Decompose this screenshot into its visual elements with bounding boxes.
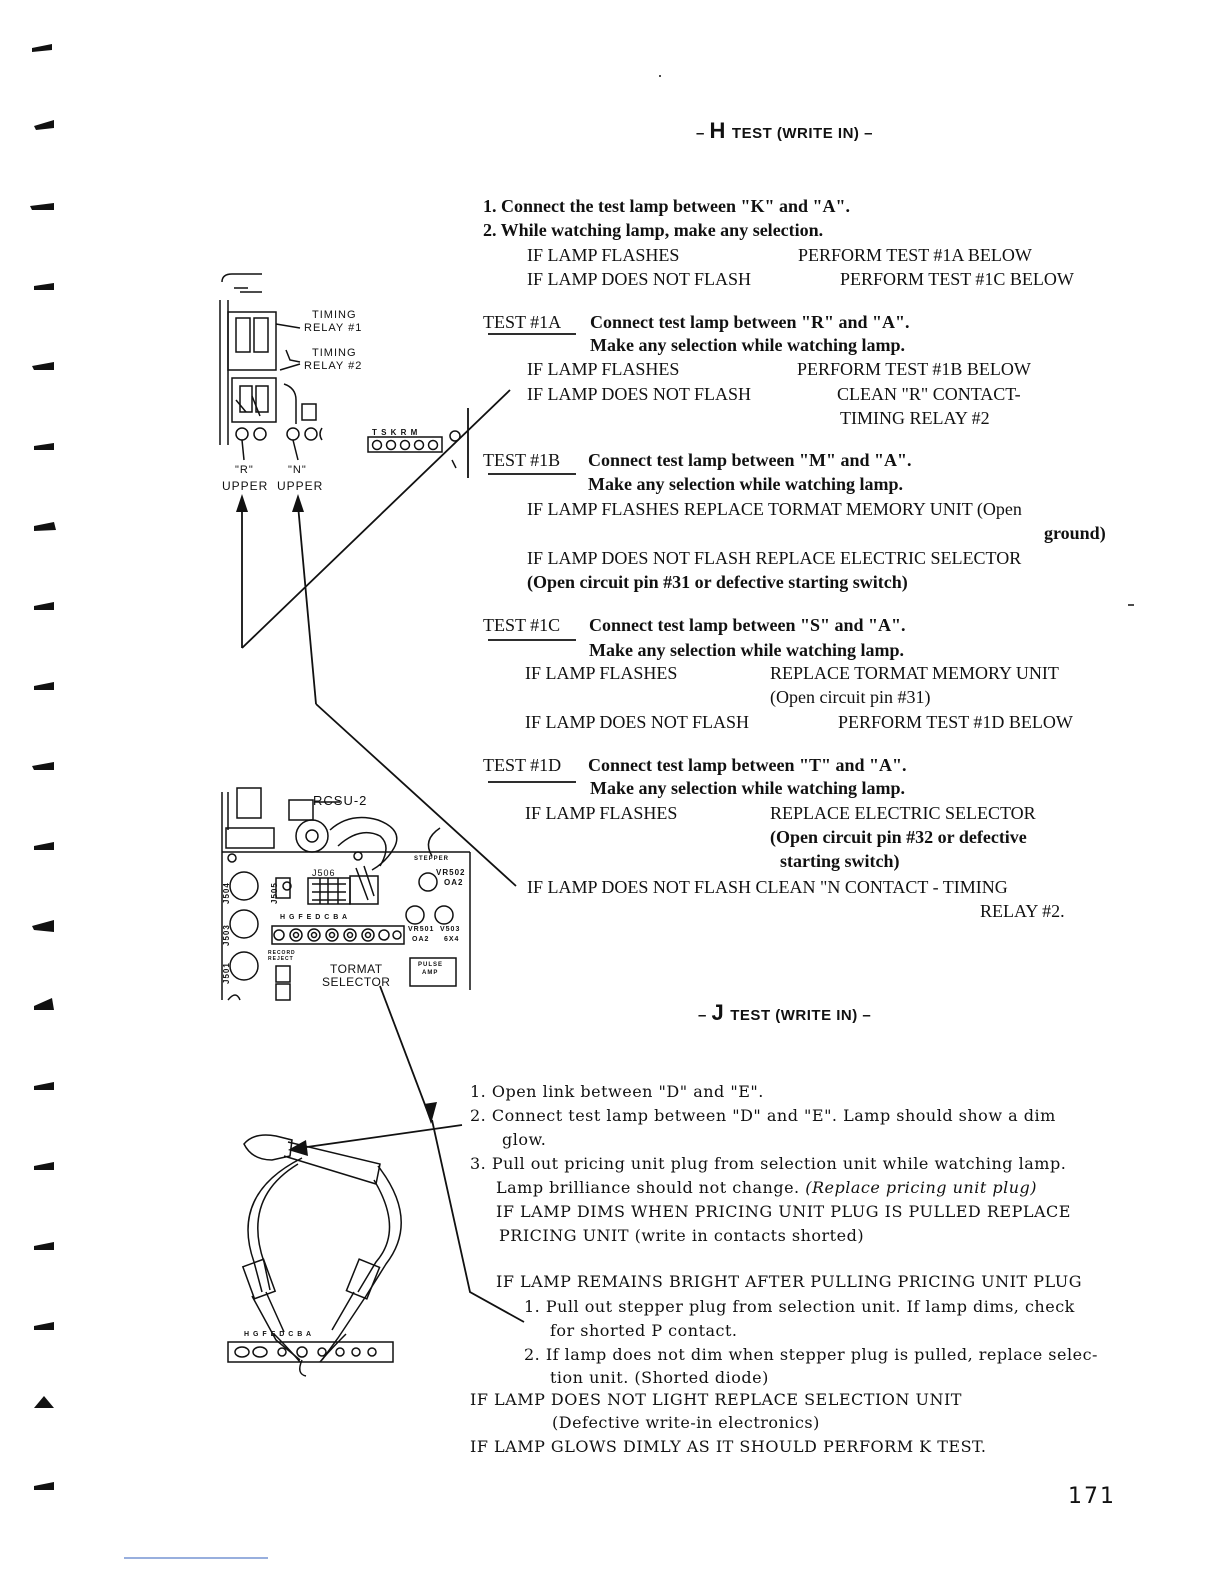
j-step-3a: 3. Pull out pricing unit plug from selection unit while watching lamp. [470,1154,1067,1173]
test-1d-line-1: Connect test lamp between "T" and "A". [588,755,907,775]
upper-r-label: UPPER [222,479,269,493]
selector-label: SELECTOR [322,975,391,989]
record-reject-label: RECORD REJECT [268,950,296,962]
test-1a-line-2: Make any selection while watching lamp. [590,335,905,355]
h-test-heading-rest: TEST (WRITE IN) [731,125,860,142]
test-1d-if-flashes: IF LAMP FLASHES [525,803,678,823]
rcsu-label: RCSU-2 [313,793,368,808]
test-1b-if-flashes: IF LAMP FLASHES REPLACE TORMAT MEMORY UNIT (Open [527,499,1022,519]
j503-label: J503 [222,924,231,946]
test-1c-open-circuit: (Open circuit pin #31) [770,687,931,707]
vr501-label: VR501 [408,926,435,933]
test-1d-label: TEST #1D [483,755,562,775]
h-perform-1c: PERFORM TEST #1C BELOW [840,269,1074,289]
j505-label: J505 [270,882,279,904]
tormat-label: TORMAT [330,962,383,976]
hgfedcba-mid: H G F E D C B A [280,914,349,921]
test-1c-if-flashes: IF LAMP FLASHES [525,663,678,683]
vr502-label: VR502 [436,868,466,877]
test-1b-open-circuit: (Open circuit pin #31 or defective starting switch) [527,572,908,592]
test-1a-if-not-flash: IF LAMP DOES NOT FLASH [527,384,752,404]
j-no-light-1: IF LAMP DOES NOT LIGHT REPLACE SELECTION UNIT [470,1390,962,1409]
terminal-letters-top: T S K R M [372,428,419,437]
test-1a-label: TEST #1A [483,312,562,332]
test-1d-starting-switch: starting switch) [780,851,900,871]
h-step-2: 2. While watching lamp, make any selection. [483,220,824,240]
upper-n-label: UPPER [277,479,324,493]
pulse-label: PULSE [418,962,444,968]
test-1b-line-2: Make any selection while watching lamp. [588,474,903,494]
v503-label: V503 [440,926,461,933]
timing-relay-2-label: TIMING [312,347,357,359]
h-step-1: 1. Connect the test lamp between "K" and "A". [483,196,850,216]
j-test-heading: – J TEST (WRITE IN) – [698,1000,872,1025]
test-1a-perform-1b: PERFORM TEST #1B BELOW [797,359,1031,379]
stepper-label: STEPPER [414,856,450,862]
j-no-light-2: (Defective write-in electronics) [552,1413,820,1432]
test-1a-timing: TIMING RELAY #2 [840,408,990,428]
n-contact-label: "N" [288,464,307,476]
j-glows-dimly: IF LAMP GLOWS DIMLY AS IT SHOULD PERFORM K TEST. [470,1437,987,1456]
test-1d-replace: REPLACE ELECTRIC SELECTOR [770,803,1036,823]
h-perform-1a: PERFORM TEST #1A BELOW [798,245,1032,265]
page-number: 171 [1068,1484,1116,1509]
test-1c-perform-1d: PERFORM TEST #1D BELOW [838,712,1073,732]
j-step-3b-line [496,1178,1037,1197]
test-1c-line-2: Make any selection while watching lamp. [589,640,904,660]
test-1a-clean: CLEAN "R" CONTACT- [837,384,1021,404]
test-1b-label: TEST #1B [483,450,561,470]
amp-label: AMP [422,970,439,976]
test-1c-if-not-flash: IF LAMP DOES NOT FLASH [525,712,750,732]
h-test-heading: – H TEST (WRITE IN) – [696,118,873,143]
test-1c-label: TEST #1C [483,615,561,635]
hgfedcba-bottom: H G F E D C B A [244,1331,313,1338]
j-test-letter: J [711,1000,725,1025]
test-1c-replace: REPLACE TORMAT MEMORY UNIT [770,663,1059,683]
test-1a-line-1: Connect test lamp between "R" and "A". [590,312,910,332]
test-1b-ground: ground) [1044,523,1106,543]
j-step-2b: glow. [502,1130,547,1149]
j501-label: J501 [222,962,231,984]
j504-label: J504 [222,882,231,904]
test-1d-relay: RELAY #2. [980,901,1065,921]
j-bright-1b: for shorted P contact. [550,1321,738,1340]
h-if-flashes: IF LAMP FLASHES [527,245,680,265]
oa2-label-a: OA2 [444,878,464,887]
j-bright-1a: 1. Pull out stepper plug from selection unit. If lamp dims, check [524,1297,1075,1316]
test-1d-line-2: Make any selection while watching lamp. [590,778,905,798]
h-test-letter: H [709,118,726,143]
j-bright: IF LAMP REMAINS BRIGHT AFTER PULLING PRICING UNIT PLUG [496,1272,1083,1291]
test-1b-if-not-flash: IF LAMP DOES NOT FLASH REPLACE ELECTRIC SELECTOR [527,548,1022,568]
j-test-heading-rest: TEST (WRITE IN) – [730,1007,872,1024]
test-1a-if-flashes: IF LAMP FLASHES [527,359,680,379]
j-step-1: 1. Open link between "D" and "E". [470,1082,764,1101]
j-step-2a: 2. Connect test lamp between "D" and "E". Lamp should show a dim [470,1106,1056,1125]
j-step-3b: Lamp brilliance should not change. [496,1178,800,1197]
j-dims-1: IF LAMP DIMS WHEN PRICING UNIT PLUG IS PULLED REPLACE [496,1202,1071,1221]
j-dims-2: PRICING UNIT (write in contacts shorted) [499,1226,865,1245]
j-bright-2a: 2. If lamp does not dim when stepper plug is pulled, replace selec- [524,1345,1098,1364]
test-1d-open-circuit: (Open circuit pin #32 or defective [770,827,1027,847]
h-if-not-flash: IF LAMP DOES NOT FLASH [527,269,752,289]
test-1c-line-1: Connect test lamp between "S" and "A". [589,615,906,635]
j-step-3c: (Replace pricing unit plug) [805,1178,1038,1197]
timing-relay-1-label: TIMING [312,309,357,321]
test-1b-line-1: Connect test lamp between "M" and "A". [588,450,912,470]
j506-label: J506 [312,868,336,878]
r-contact-label: "R" [235,464,254,476]
6x4-label: 6X4 [444,936,460,943]
test-1d-if-not-flash: IF LAMP DOES NOT FLASH CLEAN "N CONTACT - TIMING [527,877,1008,897]
timing-relay-1-label-b: RELAY #1 [304,322,363,334]
timing-relay-2-label-b: RELAY #2 [304,360,363,372]
leader-lines [124,334,576,1558]
j-bright-2b: tion unit. (Shorted diode) [550,1368,769,1387]
test-lamp-diagram [228,1135,401,1376]
oa2-label-b: OA2 [412,936,430,943]
